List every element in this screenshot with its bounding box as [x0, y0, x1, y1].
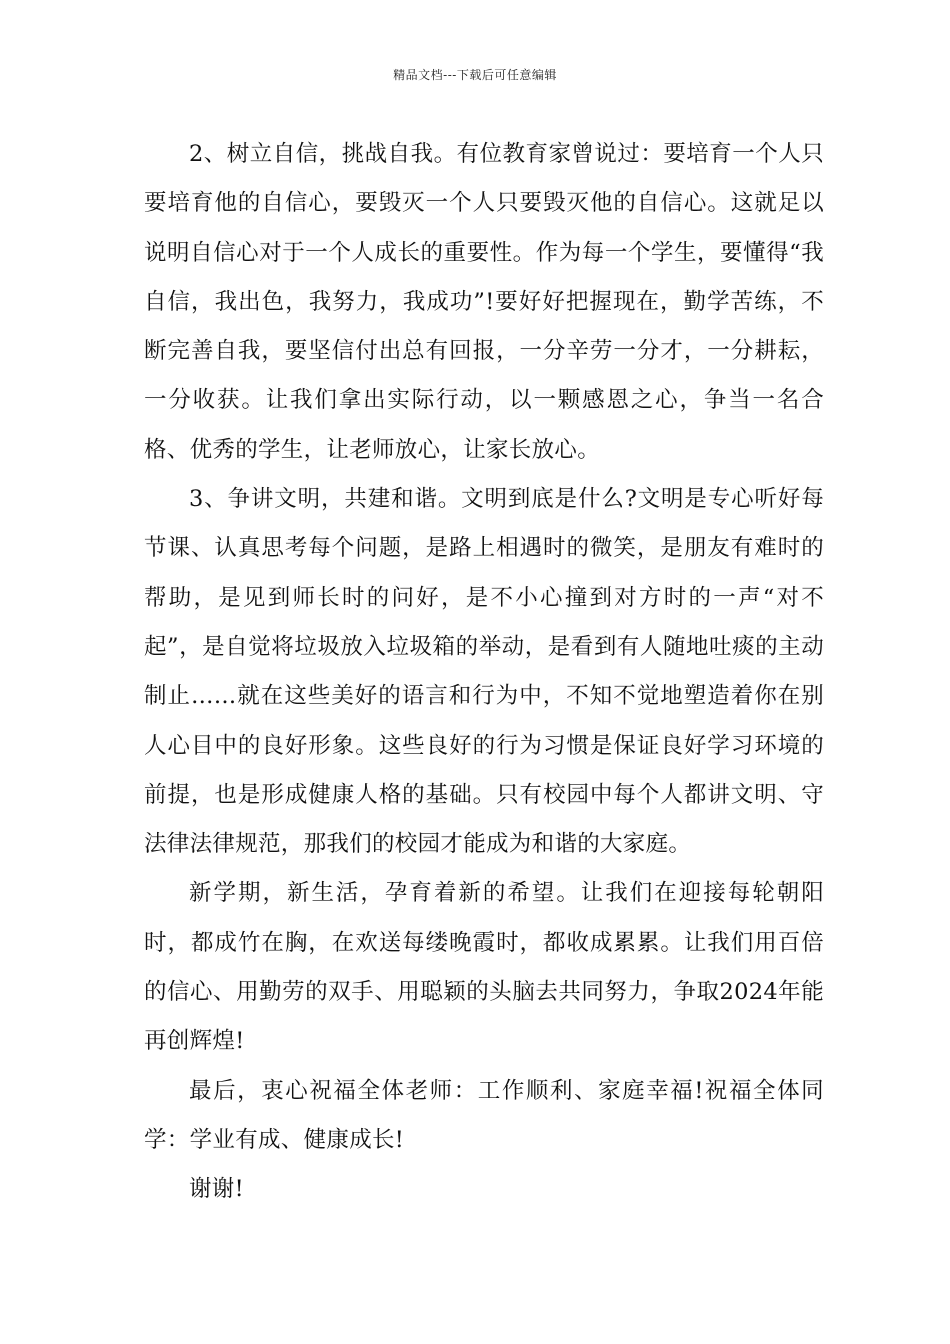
document-body — [144, 130, 824, 1215]
paragraph-blessings: 最后，衷心祝福全体老师：工作顺利、家庭幸福!祝福全体同学：学业有成、健康成长! — [144, 1077, 824, 1153]
paragraph-confidence: 2、树立自信，挑战自我。有位教育家曾说过：要培育一个人只要培育他的自信心，要毁灭一个人只要毁灭他的自信心。这就足以说明自信心对于一个人成长的重要性。作为每一个学生，要懂得“我自信，我出色，我努力，我成功”!要好好把握现在，勤学苦练，不断完善自我，要坚信付出总有回报，一分辛劳一分才，一分耕耘，一分收获。让我们拿出实际行动，以一颗感恩之心，争当一名合格、优秀的学生，让老师放心，让家长放心。 — [144, 141, 824, 463]
paragraph-new-semester: 新学期，新生活，孕育着新的希望。让我们在迎接每轮朝阳时，都成竹在胸，在欢送每缕晚霞时，都收成累累。让我们用百倍的信心、用勤劳的双手、用聪颖的头脑去共同努力，争取2024年能再创辉煌! — [144, 880, 824, 1055]
paragraph-civility: 3、争讲文明，共建和谐。文明到底是什么?文明是专心听好每节课、认真思考每个问题，是路上相遇时的微笑，是朋友有难时的帮助，是见到师长时的问好，是不小心撞到对方时的一声“对不起”，是自觉将垃圾放入垃圾箱的举动，是看到有人随地吐痰的主动制止……就在这些美好的语言和行为中，不知不觉地塑造着你在别人心目中的良好形象。这些良好的行为习惯是保证良好学习环境的前提，也是形成健康人格的基础。只有校园中每个人都讲文明、守法律法律规范，那我们的校园才能成为和谐的大家庭。 — [144, 486, 824, 858]
page-header: 精品文档---下载后可任意编辑 — [393, 68, 557, 82]
paragraph-thanks: 谢谢! — [189, 1176, 244, 1203]
